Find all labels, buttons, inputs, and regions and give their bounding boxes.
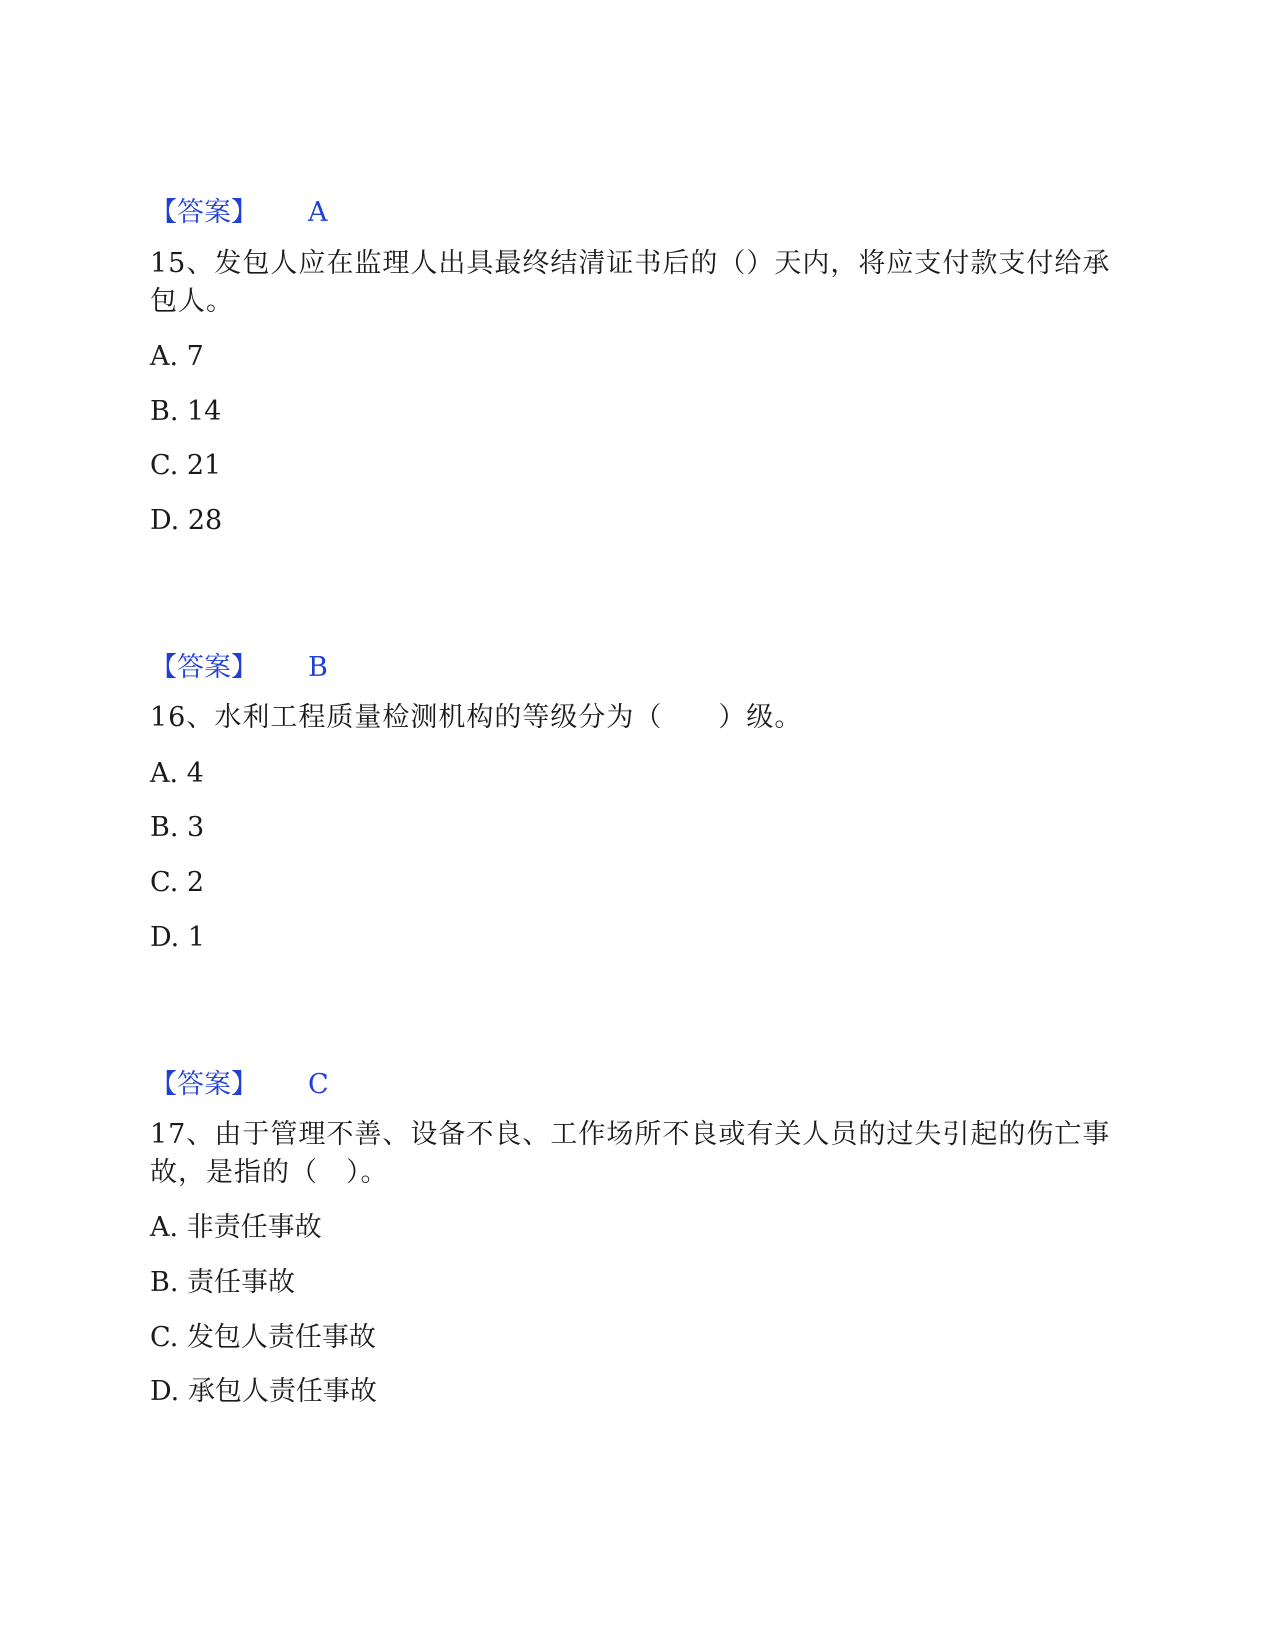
option-a: A. 非责任事故 (150, 1212, 322, 1243)
answer-value: B (308, 652, 328, 683)
answer-line (150, 196, 328, 230)
option-c: C. 21 (150, 450, 222, 481)
answer-value: C (308, 1069, 329, 1100)
option-b: B. 14 (150, 396, 222, 427)
option-d: D. 28 (150, 505, 223, 536)
option-d: D. 承包人责任事故 (150, 1376, 377, 1407)
answer-line (150, 1068, 329, 1102)
question-text: 16、水利工程质量检测机构的等级分为（ ）级。 (150, 702, 803, 733)
answer-label: 【答案】 (150, 1069, 258, 1100)
option-d: D. 1 (150, 922, 206, 953)
option-b: B. 责任事故 (150, 1267, 296, 1298)
answer-value: A (308, 197, 328, 228)
answer-label: 【答案】 (150, 652, 258, 683)
question-text: 17、由于管理不善、设备不良、工作场所不良或有关人员的过失引起的伤亡事故，是指的（ ）。 (150, 1119, 1111, 1188)
option-b: B. 3 (150, 812, 205, 843)
option-c: C. 发包人责任事故 (150, 1322, 376, 1353)
question-text: 15、发包人应在监理人出具最终结清证书后的（）天内，将应支付款支付给承包人。 (150, 248, 1111, 317)
option-a: A. 7 (150, 341, 204, 372)
option-a: A. 4 (150, 758, 204, 789)
option-c: C. 2 (150, 867, 205, 898)
answer-label: 【答案】 (150, 197, 258, 228)
answer-line (150, 651, 328, 685)
